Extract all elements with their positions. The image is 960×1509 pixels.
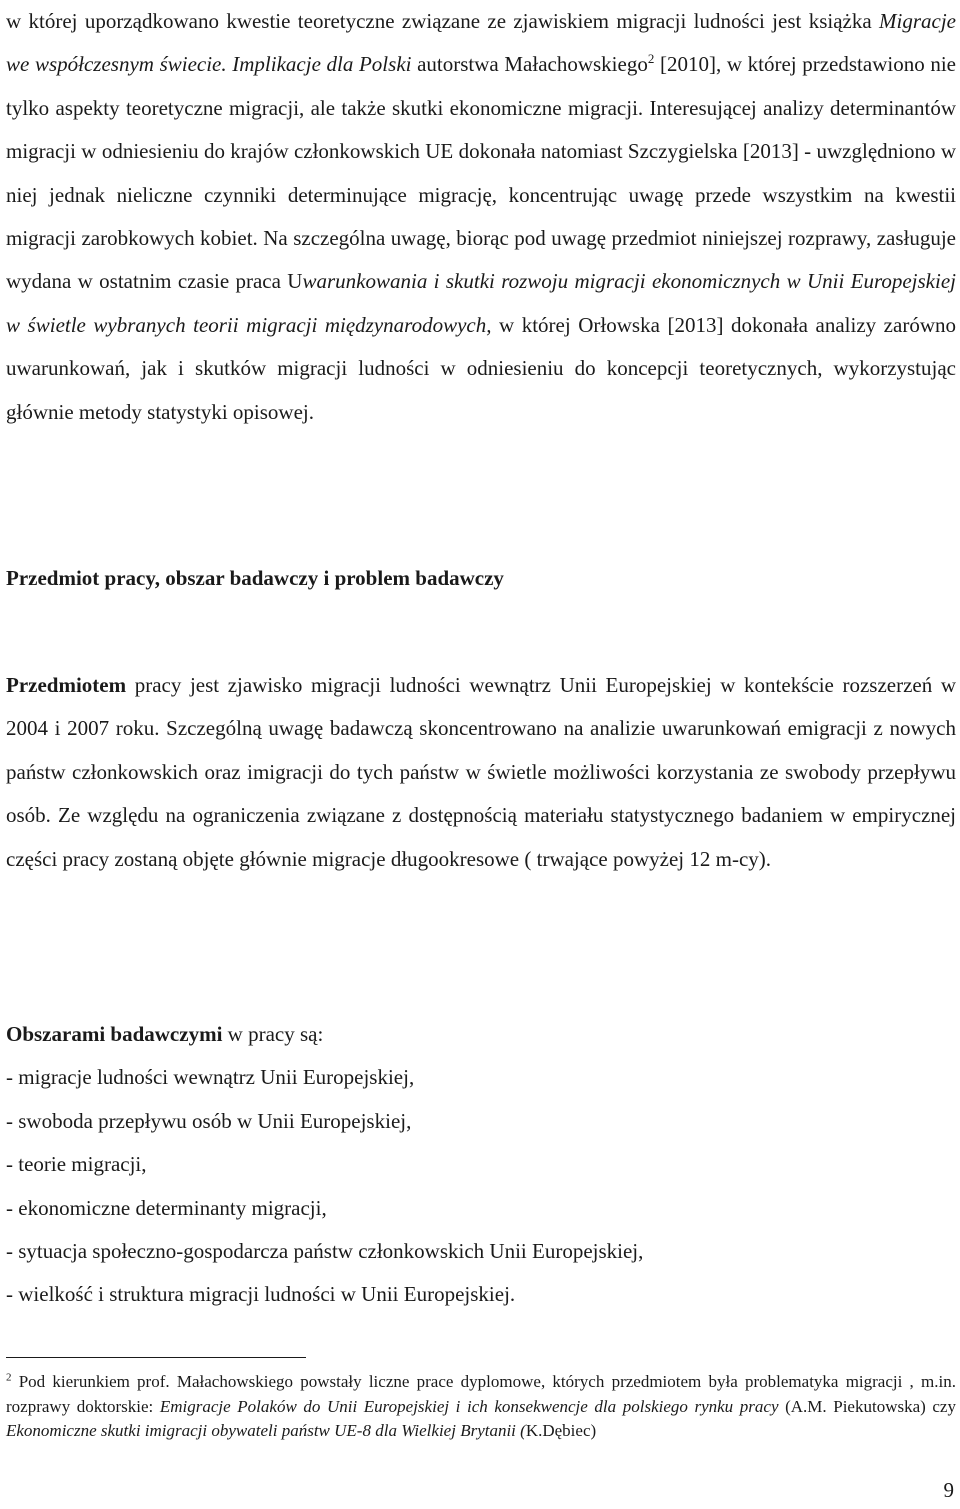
paragraph-text: autorstwa Małachowskiego <box>411 52 648 77</box>
list-item: - wielkość i struktura migracji ludności w Unii Europejskiej. <box>6 1282 516 1307</box>
footnote-reference[interactable]: 2 <box>647 51 655 67</box>
research-areas-bold-term: Obszarami badawczymi <box>6 1022 223 1046</box>
subject-block <box>6 664 956 881</box>
list-item: - teorie migracji, <box>6 1152 147 1177</box>
footnote-separator <box>6 1357 306 1358</box>
page-number: 9 <box>943 1478 954 1502</box>
paragraph-text: w której Orłowska [2013] dokonała analizy zarówno uwarunkowań, jak i skutków migracji ludności w odniesieniu do koncepcji teoretycznych, wykorzystując głównie metody statystyki opisowej. <box>6 312 956 424</box>
list-item: - swoboda przepływu osób w Unii Europejskiej, <box>6 1108 412 1133</box>
paragraph-text: pracy jest zjawisko migracji ludności wewnątrz Unii Europejskiej w kontekście rozszerzeń w 2004 i 2007 roku. Szczególną uwagę badawczą skoncentrowano na analizie uwarunkowań emigracji z nowych państw członkowskich oraz imigracji do tych państw w świetle możliwości korzystania ze swobody przepływu osób. Ze względu na ograniczenia związane z dostępnością materiału statystycznego badaniem w empirycznej części pracy zostaną objęte głównie migracje długookresowe ( trwające powyżej 12 m-cy). <box>6 673 956 871</box>
body-text-block <box>6 0 956 434</box>
list-item: - ekonomiczne determinanty migracji, <box>6 1195 327 1220</box>
footnote-title-italic: Emigracje Polaków do Unii Europejskiej i ich konsekwencje dla polskiego rynku pracy <box>159 1396 779 1416</box>
subject-paragraph <box>6 664 956 881</box>
footnote <box>6 1370 956 1444</box>
research-areas-intro <box>6 1013 956 1056</box>
footnote-number: 2 <box>6 1371 12 1384</box>
book-title-italic: Migracje we współczesnym świecie. Implikacje dla Polski <box>6 9 956 77</box>
paragraph-text: [2010], w której przedstawiono nie tylko aspekty teoretyczne migracji, ale także skutki ekonomiczne migracji. Interesującej analizy determinantów migracji w odniesieniu do krajów członkowskich UE dokonała natomiast Szczygielska [2013] - uwzględniono w niej jednak nieliczne czynniki determinujące migrację, koncentrując uwagę przede wszystkim na kwestii migracji zarobkowych kobiet. Na szczególna uwagę, biorąc pod uwagę przedmiot niniejszej rozprawy, zasługuje wydana w ostatnim czasie praca U <box>6 52 956 294</box>
footnote-text: (A.M. Piekutowska) czy <box>778 1396 956 1416</box>
list-item: - sytuacja społeczno-gospodarcza państw członkowskich Unii Europejskiej, <box>6 1239 644 1264</box>
section-heading: Przedmiot pracy, obszar badawczy i problem badawczy <box>6 566 504 590</box>
subject-bold-term: Przedmiotem <box>6 673 127 697</box>
literature-review-paragraph <box>6 0 956 434</box>
work-title-italic: warunkowania i skutki rozwoju migracji ekonomicznych w Unii Europejskiej w świetle wybranych teorii migracji międzynarodowych, <box>6 269 956 337</box>
list-item: - migracje ludności wewnątrz Unii Europejskiej, <box>6 1065 415 1090</box>
footnote-text: Pod kierunkiem prof. Małachowskiego powstały liczne prace dyplomowe, których przedmiotem była problematyka migracji , m.in. rozprawy doktorskie: <box>6 1372 956 1416</box>
research-areas-block <box>6 1013 956 1317</box>
footnote-text: K.Dębiec) <box>525 1421 597 1440</box>
research-areas-intro-text: w pracy są: <box>222 1022 324 1046</box>
paragraph-text: w której uporządkowano kwestie teoretyczne związane ze zjawiskiem migracji ludności jest książka <box>6 9 880 33</box>
footnote-title-italic: Ekonomiczne skutki imigracji obywateli państw UE-8 dla Wielkiej Brytanii ( <box>6 1421 526 1440</box>
